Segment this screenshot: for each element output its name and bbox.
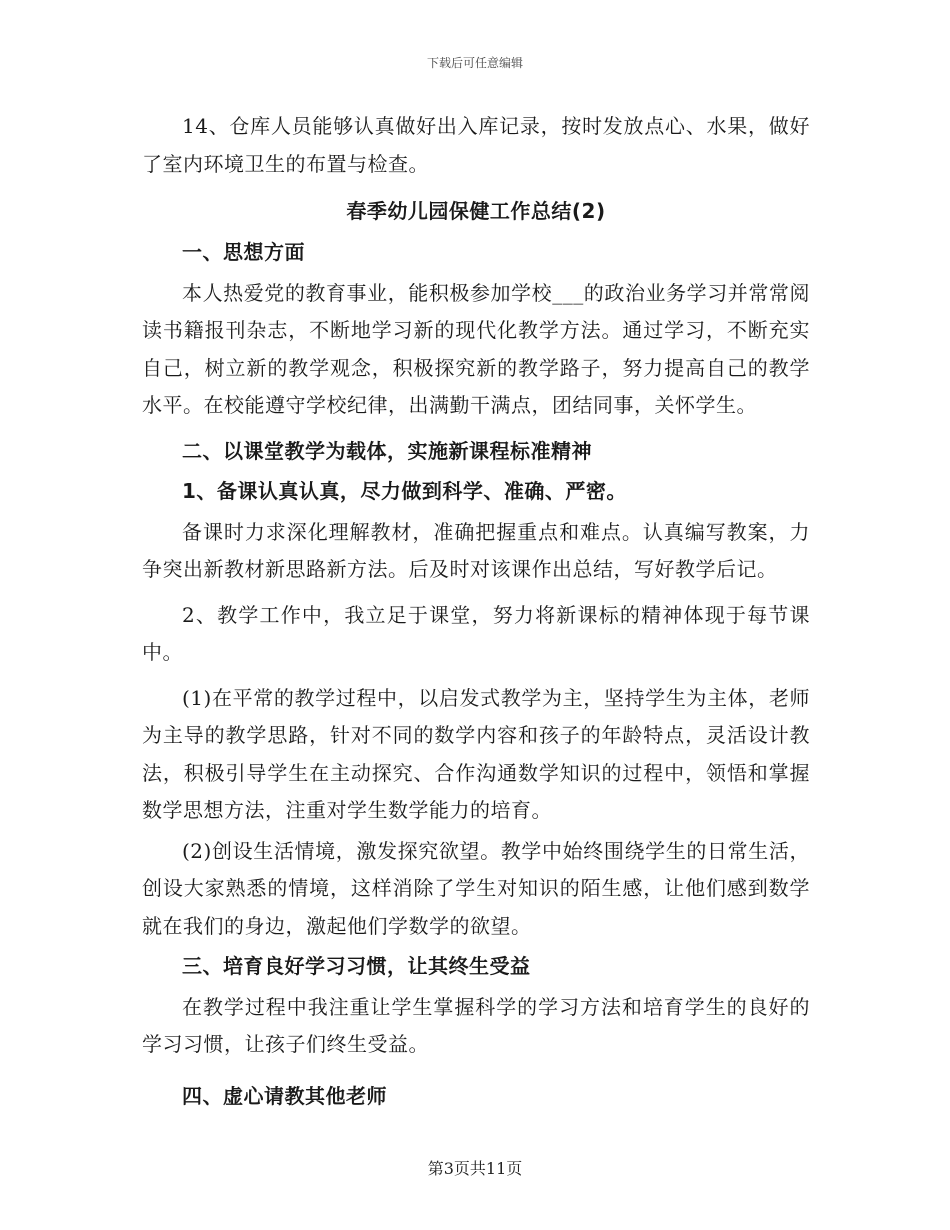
paragraph-teaching-work: 2、教学工作中，我立足于课堂，努力将新课标的精神体现于每节课中。 [142,602,810,664]
section-title: 春季幼儿园保健工作总结(2) [346,199,606,223]
paragraph-thought: 本人热爱党的教育事业，能积极参加学校___的政治业务学习并常常阅读书籍报刊杂志，不断地学习新的现代化教学方法。通过学习，不断充实自己，树立新的教学观念，积极探究新的教学路子，努力提高自己的教学水平。在校能遵守学校纪律，出满勤干满点，团结同事，关怀学生。 [142,280,810,417]
paragraph-heuristic-teaching: (1)在平常的教学过程中，以启发式教学为主，坚持学生为主体，老师为主导的教学思路，针对不同的数学内容和孩子的年龄特点，灵活设计教法，积极引导学生在主动探究、合作沟通数学知识的过程中，领悟和掌握数学思想方法，注重对学生数学能力的培育。 [142,685,810,822]
heading-classroom: 二、以课堂教学为载体，实施新课程标准精神 [182,438,592,463]
page-number: 第3页共11页 [427,1159,523,1178]
heading-lesson-prep: 1、备课认真认真，尽力做到科学、准确、严密。 [182,479,627,503]
paragraph-study-habits: 在教学过程中我注重让学生掌握科学的学习方法和培育学生的良好的学习习惯，让孩子们终生受益。 [142,994,810,1056]
heading-study-habits: 三、培育良好学习习惯，让其终生受益 [182,954,531,978]
heading-consult-teachers: 四、虚心请教其他老师 [182,1083,387,1108]
heading-thought: 一、思想方面 [182,240,305,264]
paragraph-life-context: (2)创设生活情境，激发探究欲望。教学中始终围绕学生的日常生活，创设大家熟悉的情境，这样消除了学生对知识的陌生感，让他们感到数学就在我们的身边，激起他们学数学的欲望。 [142,838,810,938]
document-body [142,108,810,1115]
paragraph-lesson-prep: 备课时力求深化理解教材，准确把握重点和难点。认真编写教案，力争突出新教材新思路新方法。后及时对该课作出总结，写好教学后记。 [142,519,810,581]
header-note: 下载后可任意编辑 [426,56,523,70]
paragraph-item-14: 14、仓库人员能够认真做好出入库记录，按时发放点心、水果，做好了室内环境卫生的布置与检查。 [142,114,810,176]
